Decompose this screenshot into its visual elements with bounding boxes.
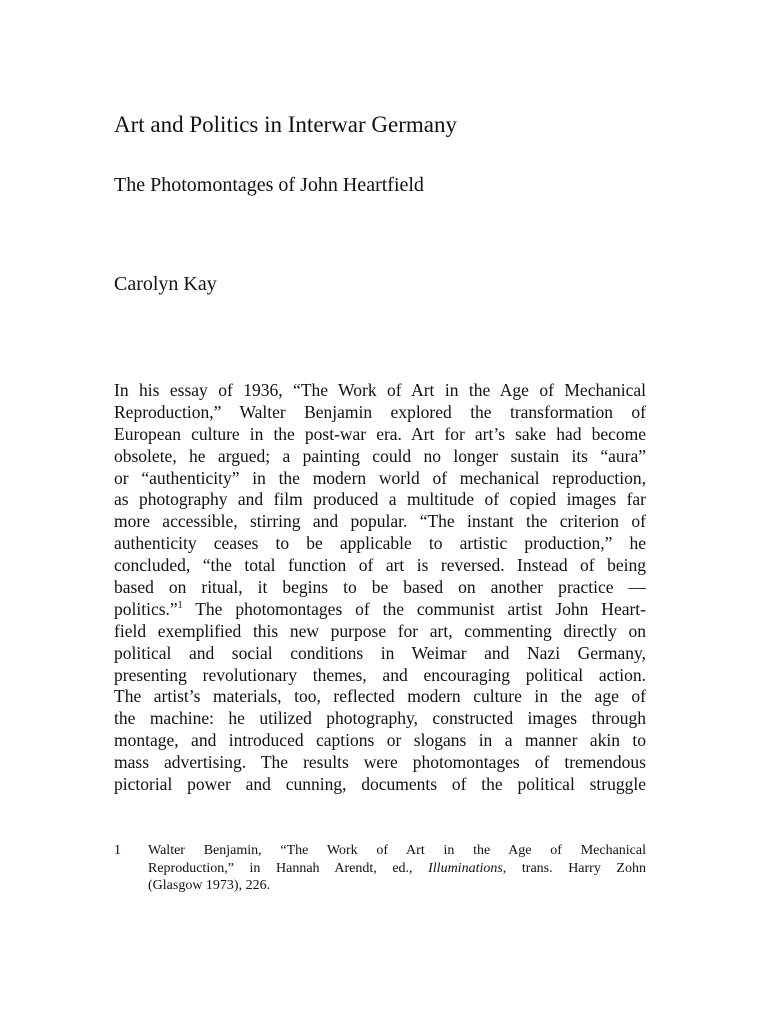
body-line: or “authenticity” in the modern world of mechanical reproduction, [114,467,646,488]
body-line: field exemplified this new purpose for art, commenting directly on [114,620,646,641]
body-line-start: politics.” [114,598,178,619]
body-line: as photography and film produced a multitude of copied images far [114,489,646,510]
body-line: the machine: he utilized photography, constructed images through [114,708,646,729]
body-line: The artist’s materials, too, reflected modern culture in the age of [114,686,646,707]
footnote-number: 1 [114,843,121,858]
author-name: Carolyn Kay [114,273,217,295]
body-line: concluded, “the total function of art is reversed. Instead of being [114,555,646,576]
body-line: In his essay of 1936, “The Work of Art in the Age of Mechanical [114,380,646,400]
book-title: Illuminations [428,860,503,876]
body-line: mass advertising. The results were photomontages of tremendous [114,752,646,773]
footnote-reference[interactable]: 1 [177,600,183,612]
body-line-with-footnote [114,599,646,621]
article-title: Art and Politics in Interwar Germany [114,112,457,137]
body-line: authenticity ceases to be applicable to artistic production,” he [114,533,646,554]
body-line: Reproduction,” Walter Benjamin explored the transformation of [114,401,646,422]
footnote-line: Walter Benjamin, “The Work of Art in the Age of Mechanical [148,843,646,858]
body-line: based on ritual, it begins to be based on another practice — [114,577,646,598]
footnote-line [148,860,646,878]
body-line: European culture in the post-war era. Art for art’s sake had become [114,423,646,444]
body-paragraph [114,380,646,796]
body-line: pictorial power and cunning, documents of the political struggle [114,774,646,795]
footnote-line: (Glasgow 1973), 226. [148,878,271,893]
footnote-line-start: Reproduction,” in Hannah Arendt, ed., [148,860,429,876]
body-line-end: The photomontages of the communist artist John Heart- [182,598,646,619]
footnote-text [148,842,646,895]
body-line: political and social conditions in Weimar and Nazi Germany, [114,642,646,663]
article-subtitle: The Photomontages of John Heartfield [114,174,424,196]
footnote-line-end: , trans. Harry Zohn [502,860,646,876]
body-line: montage, and introduced captions or slogans in a manner akin to [114,730,646,751]
body-line: obsolete, he argued; a painting could no longer sustain its “aura” [114,445,646,466]
body-line: presenting revolutionary themes, and encouraging political action. [114,664,646,685]
body-line: more accessible, stirring and popular. “The instant the criterion of [114,511,646,532]
